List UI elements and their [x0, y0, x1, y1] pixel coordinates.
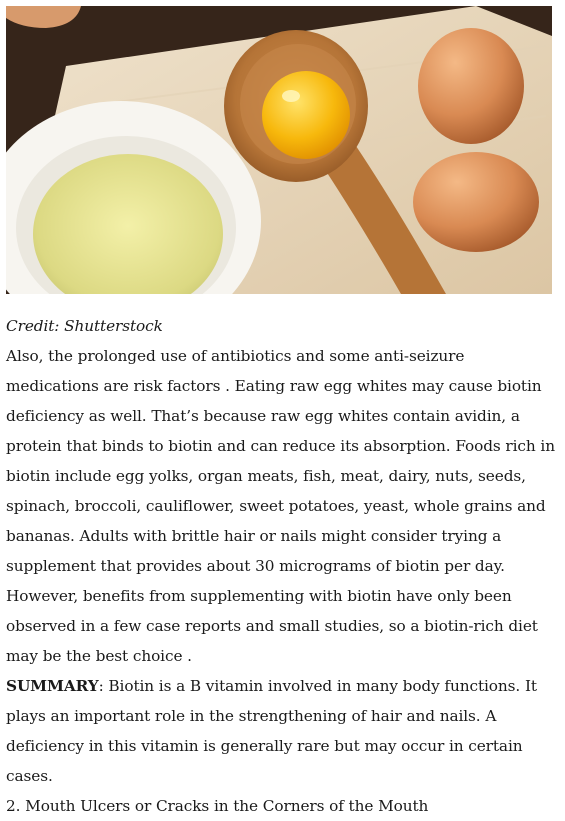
summary-label: SUMMARY: [6, 677, 99, 695]
summary-paragraph: [6, 671, 558, 791]
body-paragraph: Also, the prolonged use of antibiotics and some anti-seizure medications are risk factors . Eating raw egg whites may cause biotin deficiency as well. That’s because raw egg whites contain avidin, a protein that binds to biotin and can reduce its absorption. Foods rich in biotin include egg yolks, organ meats, fish, meat, dairy, nuts, seeds, spinach, broccoli, cauliflower, sweet potatoes, yeast, whole grains and bananas. Adults with brittle hair or nails might consider trying a supplement that provides about 30 micrograms of biotin per day. However, benefits from supplementing with biotin have only been observed in a few case reports and small studies, so a biotin-rich diet may be the best choice .: [6, 347, 555, 665]
summary-text: : Biotin is a B vitamin involved in many body functions. It plays an important role in the strengthening of hair and nails. A deficiency in this vitamin is generally rare but may occur in certain cases.: [6, 677, 537, 785]
photo-credit: Credit: Shutterstock: [6, 317, 163, 335]
next-section-heading: 2. Mouth Ulcers or Cracks in the Corners of the Mouth: [6, 797, 429, 815]
article-photo: [6, 6, 552, 294]
